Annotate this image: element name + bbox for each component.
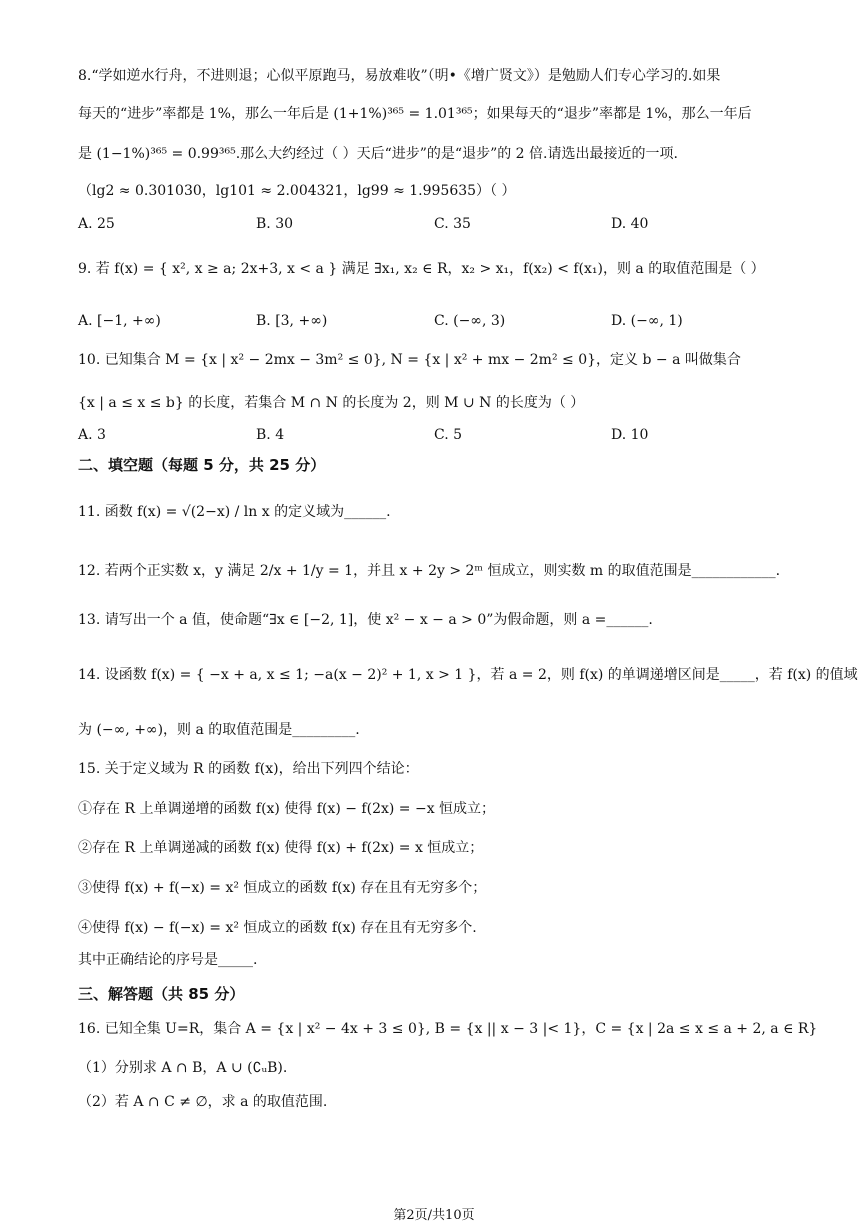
q9-options	[78, 311, 798, 331]
q16-part-2: （2）若 A ∩ C ≠ ∅，求 a 的取值范围.	[78, 1094, 328, 1110]
q14-line-2: 为 (−∞, +∞)，则 a 的取值范围是_________.	[78, 722, 360, 738]
q8-line-3: 是 (1−1%)³⁶⁵ = 0.99³⁶⁵.那么大约经过（ ）天后“进步”的是“退步”的 2 倍.请选出最接近的一项.	[78, 146, 678, 162]
q15-item-4: ④使得 f(x) − f(−x) = x² 恒成立的函数 f(x) 存在且有无穷多个.	[78, 920, 477, 936]
q10-line-1: 10. 已知集合 M = {x | x² − 2mx − 3m² ≤ 0}, N = {x | x² + mx − 2m² ≤ 0}，定义 b − a 叫做集合	[78, 352, 741, 368]
q16-part-1: （1）分别求 A ∩ B，A ∪ (∁ᵤB).	[78, 1060, 288, 1076]
q8-option-d: D. 40	[611, 216, 649, 232]
q16-stem: 16. 已知全集 U=R，集合 A = {x | x² − 4x + 3 ≤ 0}, B = {x || x − 3 |< 1}，C = {x | 2a ≤ x ≤ a + 2, a ∈ R}	[78, 1021, 818, 1037]
q13-text: 13. 请写出一个 a 值，使命题“∃x ∈ [−2, 1]，使 x² − x − a > 0”为假命题，则 a =______.	[78, 612, 653, 628]
q9-stem: 9. 若 f(x) = { x², x ≥ a; 2x+3, x < a } 满足 ∃x₁, x₂ ∈ R，x₂ > x₁，f(x₂) < f(x₁)，则 a 的取值范围是（ ）	[78, 261, 765, 277]
q10-options	[78, 425, 798, 445]
q15-stem: 15. 关于定义域为 R 的函数 f(x)，给出下列四个结论：	[78, 761, 419, 777]
q9-option-d: D. (−∞, 1)	[611, 313, 683, 329]
q8-option-b: B. 30	[256, 216, 294, 232]
q9-option-a: A. [−1, +∞)	[78, 313, 161, 329]
q11-text: 11. 函数 f(x) = √(2−x) / ln x 的定义域为______.	[78, 504, 391, 520]
q15-item-1: ①存在 R 上单调递增的函数 f(x) 使得 f(x) − f(2x) = −x 恒成立；	[78, 801, 496, 817]
q14-line-1: 14. 设函数 f(x) = { −x + a, x ≤ 1; −a(x − 2)² + 1, x > 1 }，若 a = 2，则 f(x) 的单调递增区间是_____，若 f(x) 的值域	[78, 667, 858, 683]
q8-option-c: C. 35	[434, 216, 471, 232]
q10-option-d: D. 10	[611, 427, 649, 443]
q8-option-a: A. 25	[78, 216, 115, 232]
q12-text: 12. 若两个正实数 x，y 满足 2/x + 1/y = 1，并且 x + 2y > 2ᵐ 恒成立，则实数 m 的取值范围是____________.	[78, 563, 781, 579]
q8-line-1: 8.“学如逆水行舟，不进则退；心似平原跑马，易放难收”（明•《增广贤文》）是勉励人们专心学习的.如果	[78, 68, 721, 84]
q10-option-c: C. 5	[434, 427, 463, 443]
q15-tail: 其中正确结论的序号是_____.	[78, 952, 258, 968]
q10-option-b: B. 4	[256, 427, 285, 443]
q8-options	[78, 214, 798, 234]
page-footer: 第2页/共10页	[393, 1208, 475, 1223]
section-fill-in-heading: 二、填空题（每题 5 分，共 25 分）	[78, 456, 326, 474]
q8-line-2: 每天的“进步”率都是 1%，那么一年后是 (1+1%)³⁶⁵ = 1.01³⁶⁵；如果每天的“退步”率都是 1%，那么一年后	[78, 106, 752, 122]
q15-item-2: ②存在 R 上单调递减的函数 f(x) 使得 f(x) + f(2x) = x 恒成立；	[78, 840, 484, 856]
q10-line-2: {x | a ≤ x ≤ b} 的长度，若集合 M ∩ N 的长度为 2，则 M ∪ N 的长度为（ ）	[78, 395, 585, 411]
q10-option-a: A. 3	[78, 427, 106, 443]
q9-option-c: C. (−∞, 3)	[434, 313, 506, 329]
q8-line-4: （lg2 ≈ 0.301030，lg101 ≈ 2.004321，lg99 ≈ 1.995635）（ ）	[78, 183, 516, 199]
q9-option-b: B. [3, +∞)	[256, 313, 328, 329]
section-answer-heading: 三、解答题（共 85 分）	[78, 985, 245, 1003]
q15-item-3: ③使得 f(x) + f(−x) = x² 恒成立的函数 f(x) 存在且有无穷多个；	[78, 880, 487, 896]
